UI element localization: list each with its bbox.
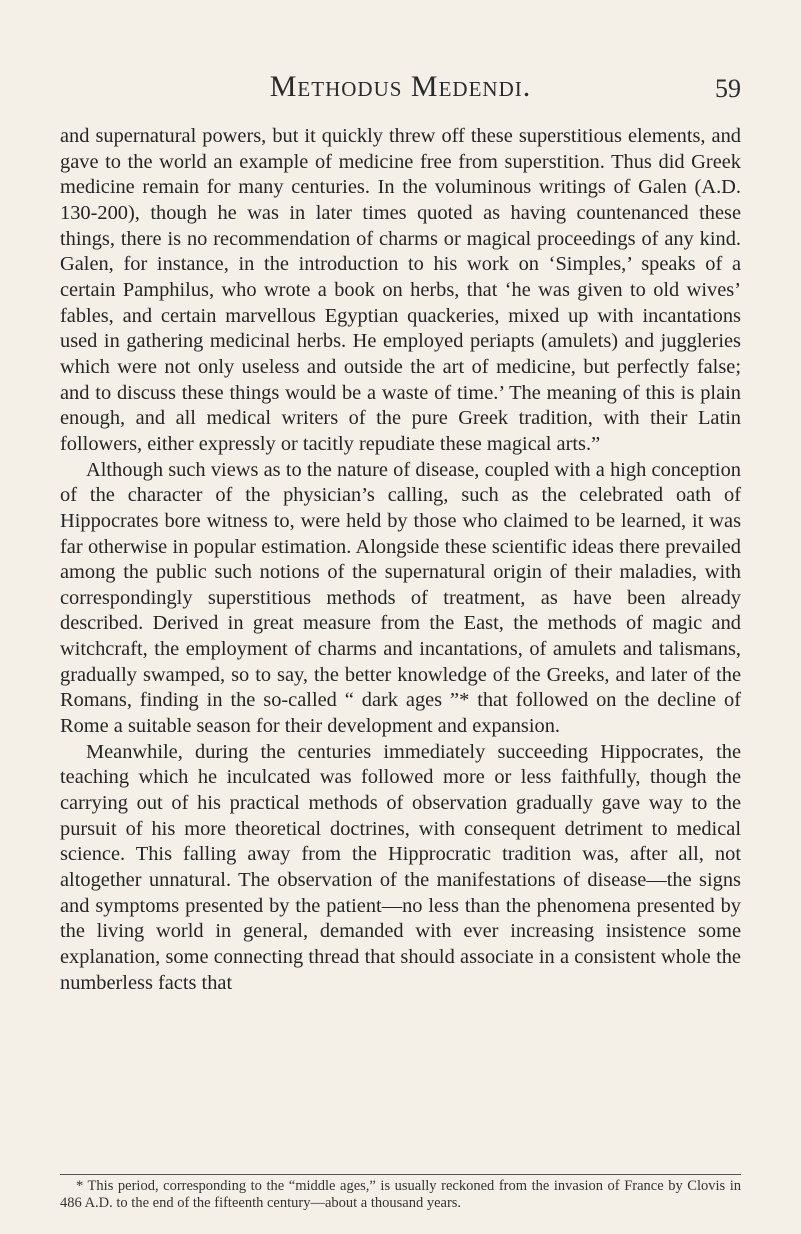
page-number: 59 <box>715 74 741 103</box>
footnote-text: * This period, corresponding to the “middle ages,” is usually reckoned from the invasion of France by Clovis in 486 A.D. to the end of the fifteenth century—about a thousand years. <box>60 1178 741 1211</box>
running-head <box>60 70 741 110</box>
paragraph-continued: and supernatural powers, but it quickly threw off these superstitious elements, and gave to the world an example of medicine free from superstition. Thus did Greek medicine remain for many centuries. In the voluminous writings of Galen (A.D. 130-200), though he was in later times quoted as having countenanced these things, there is no recommendation of charms or magical proceedings of any kind. Galen, for instance, in the introduction to his work on ‘Simples,’ speaks of a certain Pamphilus, who wrote a book on herbs, that ‘he was given to old wives’ fables, and certain marvellous Egyptian quackeries, mixed up with incantations used in gathering medicinal herbs. He employed periapts (amulets) and juggleries which were not only useless and outside the art of medicine, but perfectly false; and to discuss these things would be a waste of time.’ The meaning of this is plain enough, and all medical writers of the pure Greek tradition, with their Latin followers, either expressly or tacitly repudiate these magical arts.” <box>60 125 741 455</box>
footnote <box>60 1178 741 1212</box>
running-title: Methodus Medendi. <box>269 70 532 103</box>
paragraph: Meanwhile, during the centuries immediately succeeding Hippocrates, the teaching which he inculcated was followed more or less faithfully, though the carrying out of his practical methods of observation gradually gave way to the pursuit of his more theoretical doctrines, with consequent detriment to medical science. This falling away from the Hipprocratic tradition was, after all, not altogether unnatural. The observation of the manifestations of disease—the signs and symptoms presented by the patient—no less than the phenomena presented by the living world in general, demanded with ever increasing insistence some explanation, some connecting thread that should associate in a consistent whole the numberless facts that <box>60 740 741 994</box>
paragraph: Although such views as to the nature of disease, coupled with a high conception of the character of the physician’s calling, such as the celebrated oath of Hippocrates bore witness to, were held by those who claimed to be learned, it was far otherwise in popular estimation. Alongside these scientific ideas there prevailed among the public such notions of the supernatural origin of their maladies, with correspondingly superstitious methods of treatment, as have been already described. Derived in great measure from the East, the methods of magic and witchcraft, the employment of charms and incantations, of amulets and talismans, gradually swamped, so to say, the better knowledge of the Greeks, and later of the Romans, finding in the so-called “ dark ages ”* that followed on the decline of Rome a suitable season for their development and expansion. <box>60 458 741 738</box>
main-text <box>60 124 741 996</box>
footnote-divider <box>60 1174 741 1175</box>
